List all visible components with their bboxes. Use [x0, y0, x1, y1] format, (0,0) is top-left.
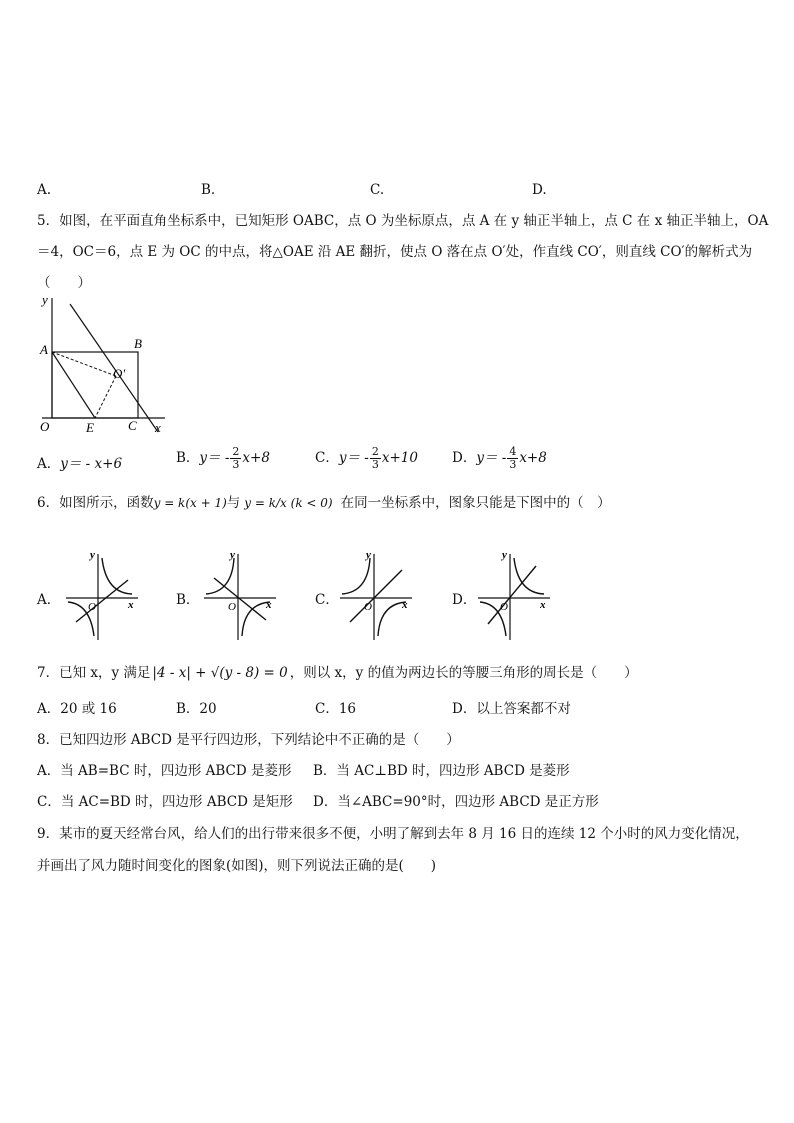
q6-graph-d	[474, 548, 554, 643]
q4-option-b: B.	[201, 182, 216, 198]
q6-graph-a	[62, 548, 142, 643]
q7-option-d: D．以上答案都不对	[452, 701, 571, 717]
q6-graph-c	[336, 548, 416, 643]
q5-option-b: B．y＝ - $\frac{2}{3}$ x+8	[176, 445, 270, 471]
q6-option-a: A．	[37, 592, 61, 608]
q6-option-b: B．	[176, 592, 200, 608]
q5-option-d: D．y＝ - $\frac{4}{3}$ x+8	[452, 445, 547, 471]
q8-option-b: B．当 AC⊥BD 时，四边形 ABCD 是菱形	[313, 763, 570, 779]
q9-stem-line2: 并画出了风力随时间变化的图象(如图)，则下列说法正确的是( )	[37, 858, 437, 874]
q8-option-a: A．当 AB=BC 时，四边形 ABCD 是菱形	[37, 763, 292, 779]
q7-option-b: B．20	[176, 701, 217, 717]
q6-graph-d-o: O	[500, 601, 508, 613]
q6-graph-b	[200, 548, 280, 643]
q6-graph-b-x: x	[266, 599, 272, 611]
q5-fig-label-x: x	[155, 420, 161, 435]
q5-figure	[30, 290, 170, 435]
q5-fig-label-oprime: O′	[113, 366, 126, 381]
q6-graph-c-o: O	[364, 601, 372, 613]
q5-option-c: C．y＝ - $\frac{2}{3}$ x+10	[315, 445, 418, 471]
q6-graph-a-o: O	[88, 601, 96, 613]
q6-graph-a-x: x	[128, 599, 134, 611]
q5-fig-label-b: B	[134, 336, 142, 351]
q5-fig-label-c: C	[128, 418, 137, 433]
q7-option-a: A．20 或 16	[37, 701, 117, 717]
q6-graph-d-y: y	[502, 549, 507, 561]
q5-stem-line2: ＝4，OC＝6，点 E 为 OC 的中点，将△OAE 沿 AE 翻折，使点 O 落在点 O′处，作直线 CO′，则直线 CO′的解析式为	[37, 244, 753, 260]
q7-stem: 7．已知 x，y 满足 |4 - x| + √(y - 8) = 0 ，则以 x，y 的值为两边长的等腰三角形的周长是（ ）	[37, 665, 638, 681]
q7-option-c: C．16	[315, 701, 357, 717]
q6-graph-c-y: y	[366, 549, 371, 561]
q6-option-c: C．	[315, 592, 339, 608]
q8-option-d: D．当∠ABC=90°时，四边形 ABCD 是正方形	[313, 794, 599, 810]
q6-graph-d-x: x	[540, 599, 546, 611]
q4-option-a: A.	[37, 182, 52, 198]
q5-fig-label-y: y	[42, 292, 48, 307]
q6-graph-a-y: y	[90, 549, 95, 561]
q5-fig-label-a: A	[40, 342, 48, 357]
q9-stem-line1: 9．某市的夏天经常台风，给人们的出行带来很多不便，小明了解到去年 8 月 16 日的连续 12 个小时的风力变化情况，	[37, 826, 749, 842]
q6-option-d: D．	[452, 592, 477, 608]
q6-graph-c-x: x	[402, 599, 408, 611]
q5-stem-line1: 5．如图，在平面直角坐标系中，已知矩形 OABC，点 O 为坐标原点，点 A 在 y 轴正半轴上，点 C 在 x 轴正半轴上，OA	[37, 213, 769, 229]
q5-fig-label-o: O	[40, 419, 50, 434]
q5-fig-label-e: E	[86, 420, 94, 435]
q4-option-d: D.	[532, 182, 547, 198]
q6-graph-b-y: y	[230, 549, 235, 561]
q4-option-c: C.	[370, 182, 385, 198]
q8-option-c: C．当 AC=BD 时，四边形 ABCD 是矩形	[37, 794, 293, 810]
q8-stem: 8．已知四边形 ABCD 是平行四边形，下列结论中不正确的是（ ）	[37, 732, 460, 748]
q5-paren: （ ）	[37, 275, 91, 291]
q6-stem: 6．如图所示，函数y = k(x + 1)与 y = k/x (k < 0) 在同一坐标系中，图象只能是下图中的（ ）	[37, 495, 611, 511]
q6-graph-b-o: O	[228, 601, 236, 613]
q5-option-a: A．y＝ - x+6	[37, 456, 123, 472]
